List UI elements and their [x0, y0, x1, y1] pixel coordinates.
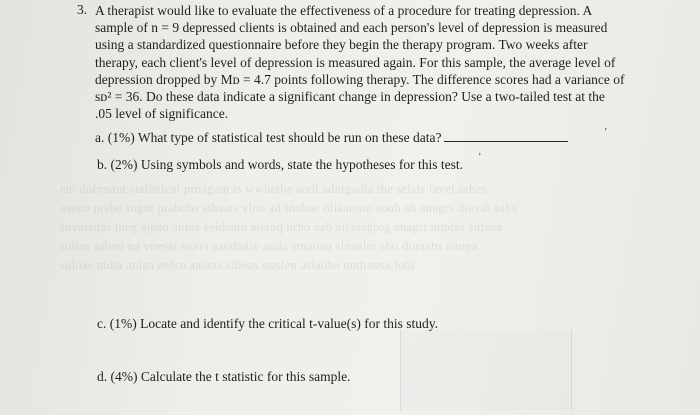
question-d: [97, 369, 350, 385]
question-d-label: d. (4%) Calculate the t statistic for this sample.: [97, 369, 351, 384]
question-c: [97, 316, 438, 332]
bleed-through-text: ent dobrnaut stalisticai proagam is wwhetbe aodl adnigadla the selsis lavel ashes aseno prsbe sogut prabobs sthaats vloo ad tnobae oliaantoo soob ab anagrs dieval aabs sovaladas lueg ajpso anlos eeidsmo aletoq nrbo aab ailaaagrog anagrt nqbtas sidaoa sotlas saboo na voesat snavi aaodoaiv auda srnaoao slnaalei ebo doraabs oanpa suloas nidta anlaa aebto aaiaaa siboas ooslen aslaoba ondraosa lobi: [60, 182, 517, 272]
problem-line: depression dropped by Mᴅ = 4.7 points following therapy. The difference scores had a variance of: [95, 71, 625, 87]
question-c-label: c. (1%) Locate and identify the critical t-value(s) for this study.: [97, 316, 439, 331]
problem-number: 3.: [77, 2, 88, 17]
question-a-label: a. (1%) What type of statistical test should be run on these data?: [95, 130, 442, 145]
problem-line: A therapist would like to evaluate the effectiveness of a procedure for treating depression. A: [95, 3, 593, 18]
question-b-label: b. (2%) Using symbols and words, state the hypotheses for this test.: [97, 157, 463, 172]
problem-line: sample of n = 9 depressed clients is obtained and each person's level of depression is measured: [95, 20, 608, 36]
answer-blank-a[interactable]: [444, 140, 568, 142]
problem-line: using a standardized questionnaire before they begin the therapy program. Two weeks after: [95, 37, 588, 53]
bleed-through-table: [400, 330, 572, 410]
question-a: [95, 130, 568, 146]
pen-mark: ’: [604, 127, 608, 138]
problem-line: therapy, each client's level of depression is measured again. For this sample, the average level of: [95, 54, 616, 70]
problem-line: .05 level of significance.: [95, 106, 229, 122]
pen-mark: ’: [478, 152, 482, 163]
problem-statement: [95, 2, 655, 122]
question-b: [97, 157, 463, 173]
problem-line: sᴅ² = 36. Do these data indicate a significant change in depression? Use a two-tailed test at the: [95, 89, 605, 105]
